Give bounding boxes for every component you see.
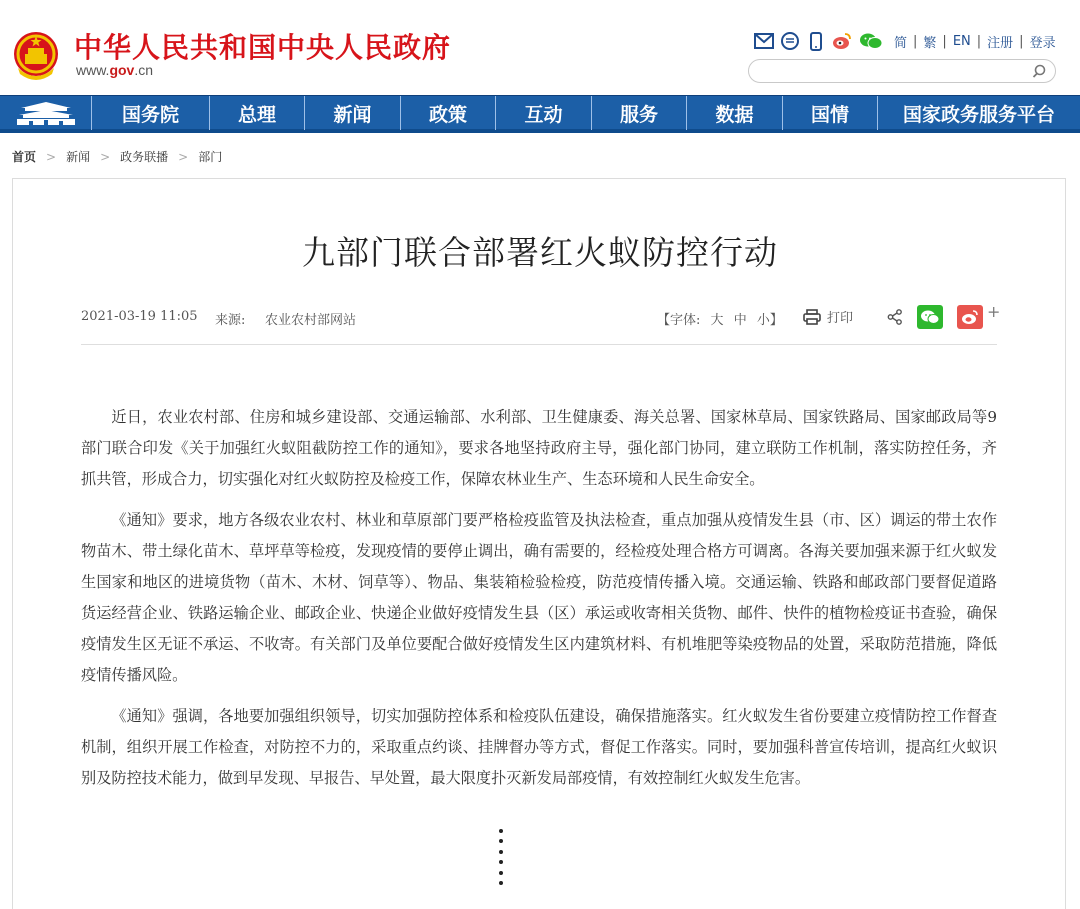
font-size-label: 【字体: xyxy=(657,313,701,328)
nav-item-news[interactable]: 新闻 xyxy=(305,96,401,130)
tiananmen-icon xyxy=(15,100,77,126)
breadcrumb-home[interactable]: 首页 xyxy=(12,150,37,164)
lang-english-link[interactable]: EN xyxy=(952,33,971,49)
source-name: 农业农村部网站 xyxy=(265,313,357,328)
nav-item-gov-service-platform[interactable]: 国家政务服务平台 xyxy=(902,103,1055,126)
printer-icon xyxy=(803,309,821,325)
article-paragraph: 《通知》强调，各地要加强组织领导，切实加强防控体系和检疫队伍建设，确保措施落实。红火蚁发生省份要建立疫情防控工作督查机制，组织开展工作检查，对防控不力的，采取重点约谈、挂牌督办等方式，督促工作落实。同时，要加强科普宣传培训，提高红火蚁识别及防控技术能力，做到早发现、早报告、早处置，最大限度扑灭新发局部疫情，有效控制红火蚁发生危害。 xyxy=(81,707,997,787)
share-icon[interactable] xyxy=(887,309,903,325)
search-input[interactable] xyxy=(761,60,1031,82)
separator: | xyxy=(913,33,918,49)
dot xyxy=(499,881,503,885)
print-label: 打印 xyxy=(827,311,854,326)
breadcrumb-gov-broadcast[interactable]: 政务联播 xyxy=(120,150,169,164)
search-box xyxy=(748,59,1056,83)
font-size-large-link[interactable]: 大 xyxy=(710,313,724,328)
share-more-button[interactable]: + xyxy=(987,301,1001,321)
article-meta xyxy=(81,301,1001,333)
header-tools xyxy=(754,31,1056,51)
separator: | xyxy=(942,33,947,49)
separator: | xyxy=(1019,33,1024,49)
main-nav xyxy=(0,95,1080,133)
breadcrumb-departments[interactable]: 部门 xyxy=(198,150,223,164)
site-url-prefix: www. xyxy=(76,62,110,78)
mobile-icon[interactable] xyxy=(806,31,826,51)
chevron-right-icon: > xyxy=(46,149,57,164)
share-bar xyxy=(887,301,1001,329)
dot xyxy=(499,860,503,864)
breadcrumb xyxy=(12,148,222,165)
nav-item-services[interactable]: 服务 xyxy=(592,96,687,130)
nav-item-state-council[interactable]: 国务院 xyxy=(92,96,210,130)
print-button[interactable] xyxy=(803,307,853,326)
dot xyxy=(499,850,503,854)
register-link[interactable]: 注册 xyxy=(987,35,1014,51)
dot xyxy=(499,871,503,875)
chat-icon[interactable] xyxy=(780,31,800,51)
lang-links xyxy=(894,32,1056,51)
share-wechat-icon[interactable] xyxy=(917,305,943,329)
dot xyxy=(499,829,503,833)
article-body xyxy=(81,402,997,804)
share-weibo-icon[interactable] xyxy=(957,305,983,329)
site-url-suffix: .cn xyxy=(134,62,154,78)
national-emblem-icon[interactable] xyxy=(12,30,60,82)
mail-icon[interactable] xyxy=(754,31,774,51)
meta-divider xyxy=(81,344,997,345)
chevron-right-icon: > xyxy=(100,149,111,164)
search-icon[interactable] xyxy=(1031,63,1047,79)
nav-home-logo[interactable] xyxy=(0,96,92,130)
nav-item-data[interactable]: 数据 xyxy=(687,96,783,130)
publish-date: 2021-03-19 11:05 xyxy=(81,309,198,324)
chevron-right-icon: > xyxy=(178,149,189,164)
font-size-medium-link[interactable]: 中 xyxy=(733,313,747,328)
lang-traditional-link[interactable]: 繁 xyxy=(923,35,937,51)
site-title[interactable]: 中华人民共和国中央人民政府 xyxy=(74,31,452,64)
article-paragraph: 《通知》要求，地方各级农业农村、林业和草原部门要严格检疫监管及执法检查，重点加强从疫情发生县（市、区）调运的带土农作物苗木、带土绿化苗木、草坪草等检疫，发现疫情的要停止调出，确有需要的，经检疫处理合格方可调离。各海关要加强来源于红火蚁发生国家和地区的进境货物（苗木、木材、饲草等）、物品、集装箱检验检疫，防范疫情传播入境。交通运输、铁路和邮政部门要督促道路货运经营企业、铁路运输企业、邮政企业、快递企业做好疫情发生县（区）承运或收寄相关货物、邮件、快件的植物检疫证书查验，确保疫情发生区无证不承运、不收寄。有关部门及单位要配合做好疫情发生区内建筑材料、有机堆肥等染疫物品的处置，采取防范措施，降低疫情传播风险。 xyxy=(81,511,997,684)
weibo-icon[interactable] xyxy=(832,31,852,51)
site-url-gov: gov xyxy=(109,62,135,78)
site-header xyxy=(0,0,1080,95)
site-url xyxy=(76,62,153,78)
article-paragraph: 近日，农业农村部、住房和城乡建设部、交通运输部、水利部、卫生健康委、海关总署、国家林草局、国家铁路局、国家邮政局等9部门联合印发《关于加强红火蚁阻截防控工作的通知》，要求各地坚持政府主导，强化部门协同，建立联防工作机制，落实防控任务，齐抓共管，形成合力，切实强化对红火蚁防控及检疫工作，保障农林业生产、生态环境和人民生命安全。 xyxy=(81,408,997,488)
separator: | xyxy=(976,33,982,49)
nav-item-policy[interactable]: 政策 xyxy=(401,96,496,130)
breadcrumb-news[interactable]: 新闻 xyxy=(66,150,91,164)
font-size-control xyxy=(657,309,783,328)
article-title: 九部门联合部署红火蚁防控行动 xyxy=(302,233,778,272)
font-size-small-link[interactable]: 小】 xyxy=(756,313,783,328)
nav-item-premier[interactable]: 总理 xyxy=(210,96,305,130)
wechat-icon[interactable] xyxy=(858,31,884,51)
source-label: 来源: xyxy=(215,313,246,328)
dot xyxy=(499,839,503,843)
article-card xyxy=(12,178,1066,909)
nav-item-national-conditions[interactable]: 国情 xyxy=(783,96,878,130)
login-link[interactable]: 登录 xyxy=(1029,35,1056,51)
nav-item-interaction[interactable]: 互动 xyxy=(496,96,592,130)
continuation-dots xyxy=(497,829,505,885)
lang-simplified-link[interactable]: 简 xyxy=(894,35,908,51)
